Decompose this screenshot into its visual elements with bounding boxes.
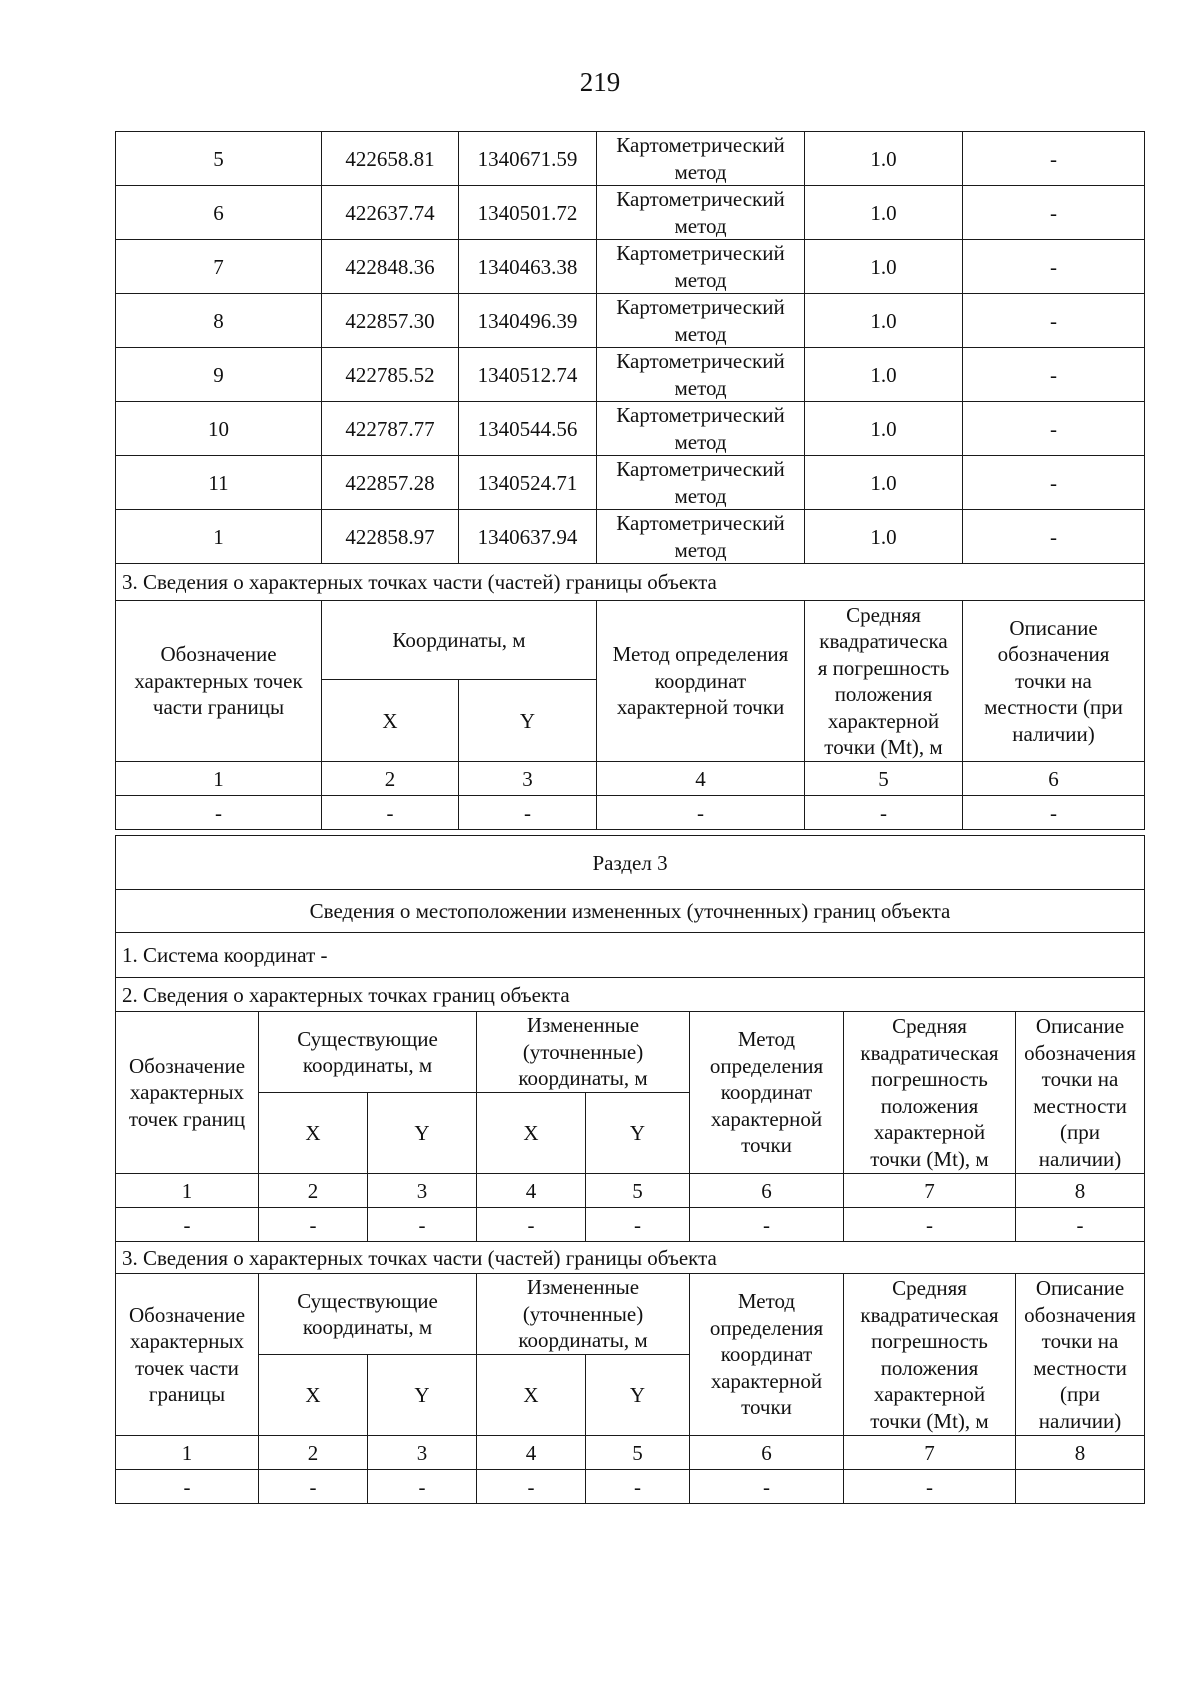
column-number-cell: 8 [1016, 1174, 1145, 1208]
part-points-row [116, 796, 1145, 830]
header-line: Метод определения [612, 642, 789, 667]
header-line: Обозначение [160, 642, 277, 667]
x-coordinate-cell: 422857.30 [322, 294, 459, 348]
s3-part-changed-y-header: Y [586, 1355, 690, 1436]
part-x-header: X [322, 680, 459, 762]
header-line: определения [709, 1053, 824, 1078]
header-line: точек границ [128, 1106, 246, 1131]
header-line: обозначения [997, 642, 1110, 667]
column-number-cell: 4 [477, 1174, 586, 1208]
column-number-cell: 7 [844, 1436, 1016, 1470]
header-line: наличии) [1038, 1408, 1122, 1433]
description-cell: - [963, 132, 1145, 186]
header-line: координат [654, 668, 747, 693]
header-line: местности [1033, 1093, 1127, 1118]
table-cell: - [368, 1470, 477, 1504]
x-coordinate-cell: 422637.74 [322, 186, 459, 240]
table-cell: - [805, 796, 963, 830]
header-line: Картометрический [616, 457, 785, 481]
s3-part-desc-header [1016, 1274, 1145, 1436]
header-line: квадратическая [860, 1040, 999, 1065]
mt-cell: 1.0 [805, 294, 963, 348]
part-y-header: Y [459, 680, 597, 762]
header-line: Картометрический [616, 295, 785, 319]
s3-part-existing-y-header: Y [368, 1355, 477, 1436]
s3-part-existing-x-header: X [259, 1355, 368, 1436]
s3-part-mt-header [844, 1274, 1016, 1436]
header-line: координаты, м [302, 1315, 433, 1339]
column-number-cell: 5 [805, 762, 963, 796]
header-line: погрешность [871, 1067, 988, 1091]
y-coordinate-cell: 1340512.74 [459, 348, 597, 402]
header-line: Средняя [892, 1276, 967, 1300]
header-line: положения [834, 682, 933, 706]
header-line: (уточненные) [522, 1301, 644, 1326]
part-mt-header [805, 601, 963, 762]
mt-cell: 1.0 [805, 402, 963, 456]
table-cell: - [459, 796, 597, 830]
method-cell [597, 348, 805, 402]
x-coordinate-cell: 422858.97 [322, 510, 459, 564]
header-line: характерной точки [616, 695, 785, 720]
table-cell: - [116, 1470, 259, 1504]
header-line: (при [1060, 1120, 1100, 1144]
header-line: Существующие [297, 1288, 438, 1313]
point-number-cell: 10 [116, 402, 322, 456]
header-line: метод [674, 429, 727, 454]
column-number-cell: 2 [259, 1436, 368, 1470]
point-number-cell: 8 [116, 294, 322, 348]
header-line: Описание [1035, 1276, 1125, 1300]
part-designation-header [116, 601, 322, 762]
column-number-cell: 5 [586, 1436, 690, 1470]
header-line: точек части [135, 1355, 239, 1380]
header-line: Описание [1035, 1014, 1125, 1038]
header-line: Существующие [297, 1026, 438, 1051]
method-cell [597, 186, 805, 240]
boundary-existing-header [259, 1012, 477, 1093]
table-cell: - [586, 1208, 690, 1242]
table-cell: - [322, 796, 459, 830]
point-number-cell: 1 [116, 510, 322, 564]
header-line: характерных [129, 1080, 245, 1105]
header-line: метод [674, 375, 727, 400]
y-coordinate-cell: 1340671.59 [459, 132, 597, 186]
x-coordinate-cell: 422785.52 [322, 348, 459, 402]
method-cell [597, 456, 805, 510]
table-row [116, 510, 1145, 564]
table-row [116, 294, 1145, 348]
boundary-desc-header [1016, 1012, 1145, 1174]
header-line: точки на [1041, 1067, 1119, 1091]
header-line: метод [674, 537, 727, 562]
column-number-cell: 3 [368, 1436, 477, 1470]
header-line: координат [720, 1342, 813, 1367]
header-line: я погрешность [817, 655, 950, 680]
column-number-cell: 4 [597, 762, 805, 796]
header-line: точки (Mt), м [824, 735, 943, 759]
description-cell: - [963, 456, 1145, 510]
y-coordinate-cell: 1340544.56 [459, 402, 597, 456]
description-cell: - [963, 348, 1145, 402]
s3-part-column-numbers-row [116, 1436, 1145, 1470]
mt-cell: 1.0 [805, 132, 963, 186]
s3-part-existing-header [259, 1274, 477, 1355]
method-cell [597, 510, 805, 564]
description-cell: - [963, 186, 1145, 240]
header-line: Метод [737, 1289, 796, 1314]
header-line: Средняя [846, 602, 921, 627]
header-line: метод [674, 321, 727, 346]
column-number-cell: 6 [690, 1174, 844, 1208]
column-number-cell: 5 [586, 1174, 690, 1208]
column-number-cell: 6 [963, 762, 1145, 796]
header-line: (уточненные) [522, 1039, 644, 1064]
s3-part-designation-header [116, 1274, 259, 1436]
table-row [116, 402, 1145, 456]
table-cell: - [690, 1470, 844, 1504]
boundary-points-rows [116, 132, 1145, 564]
table-cell: - [690, 1208, 844, 1242]
column-number-cell: 1 [116, 1436, 259, 1470]
section3-table [115, 835, 1145, 1504]
header-line: точки (Mt), м [870, 1146, 989, 1171]
header-line: Описание [1009, 615, 1098, 640]
section3-subtitle: Сведения о местоположении измененных (уточненных) границ объекта [116, 890, 1145, 933]
header-line: точки [741, 1133, 792, 1158]
header-line: Картометрический [616, 349, 785, 373]
header-line: местности [1033, 1355, 1127, 1380]
description-cell: - [963, 294, 1145, 348]
x-coordinate-cell: 422857.28 [322, 456, 459, 510]
method-cell [597, 132, 805, 186]
boundary-mt-header [844, 1012, 1016, 1174]
column-number-cell: 7 [844, 1174, 1016, 1208]
part-desc-header [963, 601, 1145, 762]
table-cell: - [963, 796, 1145, 830]
part-column-numbers-row [116, 762, 1145, 796]
y-coordinate-cell: 1340501.72 [459, 186, 597, 240]
table-cell: - [116, 1208, 259, 1242]
header-line: границы [148, 1382, 226, 1406]
part-coords-header: Координаты, м [322, 601, 597, 680]
column-number-cell: 2 [259, 1174, 368, 1208]
boundary-changed-header [477, 1012, 690, 1093]
header-line: наличии) [1038, 1146, 1122, 1171]
table-cell: - [477, 1208, 586, 1242]
s3-part-changed-x-header: X [477, 1355, 586, 1436]
table-row [116, 456, 1145, 510]
header-line: координаты, м [302, 1053, 433, 1077]
boundary-points-row [116, 1208, 1145, 1242]
table-cell [1016, 1470, 1145, 1504]
table-cell: - [368, 1208, 477, 1242]
header-line: Метод [737, 1027, 796, 1052]
header-line: точки (Mt), м [870, 1408, 989, 1433]
header-line: Картометрический [616, 187, 785, 211]
boundary-method-header [690, 1012, 844, 1174]
header-line: Обозначение [128, 1302, 246, 1327]
y-coordinate-cell: 1340637.94 [459, 510, 597, 564]
description-cell: - [963, 402, 1145, 456]
table-cell: - [844, 1470, 1016, 1504]
mt-cell: 1.0 [805, 510, 963, 564]
header-line: обозначения [1024, 1302, 1136, 1327]
header-line: характерной [873, 1120, 986, 1144]
description-cell: - [963, 240, 1145, 294]
boundary-points-heading: 2. Сведения о характерных точках границ объекта [116, 978, 1145, 1012]
part-method-header [597, 601, 805, 762]
header-line: координат [720, 1080, 813, 1105]
column-number-cell: 8 [1016, 1436, 1145, 1470]
s3-part-points-row [116, 1470, 1145, 1504]
header-line: Измененные [526, 1013, 640, 1038]
column-number-cell: 1 [116, 762, 322, 796]
point-number-cell: 7 [116, 240, 322, 294]
y-coordinate-cell: 1340524.71 [459, 456, 597, 510]
header-line: Картометрический [616, 403, 785, 427]
boundary-column-numbers-row [116, 1174, 1145, 1208]
table-cell: - [477, 1470, 586, 1504]
header-line: метод [674, 213, 727, 238]
column-number-cell: 4 [477, 1436, 586, 1470]
table-row [116, 348, 1145, 402]
y-coordinate-cell: 1340496.39 [459, 294, 597, 348]
description-cell: - [963, 510, 1145, 564]
header-line: положения [880, 1093, 979, 1118]
table-cell: - [586, 1470, 690, 1504]
point-number-cell: 5 [116, 132, 322, 186]
header-line: квадратическа [819, 629, 948, 653]
header-line: характерной [827, 708, 940, 733]
boundary-changed-y-header: Y [586, 1093, 690, 1174]
table-cell: - [259, 1470, 368, 1504]
table-cell: - [1016, 1208, 1145, 1242]
header-line: точки на [1041, 1329, 1119, 1353]
boundary-changed-x-header: X [477, 1093, 586, 1174]
x-coordinate-cell: 422658.81 [322, 132, 459, 186]
boundary-existing-x-header: X [259, 1093, 368, 1174]
mt-cell: 1.0 [805, 456, 963, 510]
header-line: характерной [873, 1382, 986, 1406]
table-cell: - [259, 1208, 368, 1242]
method-cell [597, 294, 805, 348]
x-coordinate-cell: 422848.36 [322, 240, 459, 294]
part-points-heading: 3. Сведения о характерных точках части (частей) границы объекта [116, 564, 1145, 601]
coordinate-system-line: 1. Система координат - [116, 933, 1145, 978]
table-row [116, 240, 1145, 294]
header-line: Обозначение [128, 1053, 246, 1078]
header-line: положения [880, 1355, 979, 1380]
x-coordinate-cell: 422787.77 [322, 402, 459, 456]
header-line: метод [674, 483, 727, 508]
header-line: определения [709, 1315, 824, 1340]
mt-cell: 1.0 [805, 186, 963, 240]
table-cell: - [116, 796, 322, 830]
header-line: погрешность [871, 1329, 988, 1353]
header-line: характерной [710, 1106, 823, 1131]
header-line: точки на [1015, 668, 1092, 693]
point-number-cell: 6 [116, 186, 322, 240]
boundary-points-table [115, 131, 1145, 830]
point-number-cell: 9 [116, 348, 322, 402]
header-line: части границы [152, 695, 285, 720]
mt-cell: 1.0 [805, 240, 963, 294]
table-row [116, 132, 1145, 186]
table-cell: - [844, 1208, 1016, 1242]
column-number-cell: 1 [116, 1174, 259, 1208]
header-line: координаты, м [518, 1066, 648, 1091]
section3-part-points-heading: 3. Сведения о характерных точках части (частей) границы объекта [116, 1242, 1145, 1274]
header-line: характерных точек [134, 668, 303, 693]
y-coordinate-cell: 1340463.38 [459, 240, 597, 294]
header-line: метод [674, 267, 727, 292]
header-line: Картометрический [616, 241, 785, 265]
table-cell: - [597, 796, 805, 830]
table-row [116, 186, 1145, 240]
header-line: Средняя [892, 1014, 967, 1038]
header-line: метод [674, 159, 727, 184]
point-number-cell: 11 [116, 456, 322, 510]
s3-part-method-header [690, 1274, 844, 1436]
s3-part-changed-header [477, 1274, 690, 1355]
column-number-cell: 2 [322, 762, 459, 796]
header-line: квадратическая [860, 1302, 999, 1327]
header-line: Измененные [526, 1275, 640, 1300]
header-line: точки [741, 1395, 792, 1420]
boundary-designation-header [116, 1012, 259, 1174]
header-line: местности (при [984, 695, 1123, 720]
method-cell [597, 402, 805, 456]
column-number-cell: 3 [459, 762, 597, 796]
header-line: Картометрический [616, 511, 785, 535]
header-line: характерной [710, 1368, 823, 1393]
mt-cell: 1.0 [805, 348, 963, 402]
header-line: Картометрический [616, 133, 785, 157]
page-number: 219 [579, 67, 621, 97]
header-line: координаты, м [518, 1328, 648, 1353]
method-cell [597, 240, 805, 294]
column-number-cell: 6 [690, 1436, 844, 1470]
column-number-cell: 3 [368, 1174, 477, 1208]
boundary-existing-y-header: Y [368, 1093, 477, 1174]
header-line: характерных [129, 1329, 245, 1353]
header-line: наличии) [1012, 721, 1095, 746]
header-line: (при [1060, 1382, 1100, 1406]
header-line: обозначения [1024, 1040, 1136, 1065]
section3-title: Раздел 3 [116, 836, 1145, 890]
